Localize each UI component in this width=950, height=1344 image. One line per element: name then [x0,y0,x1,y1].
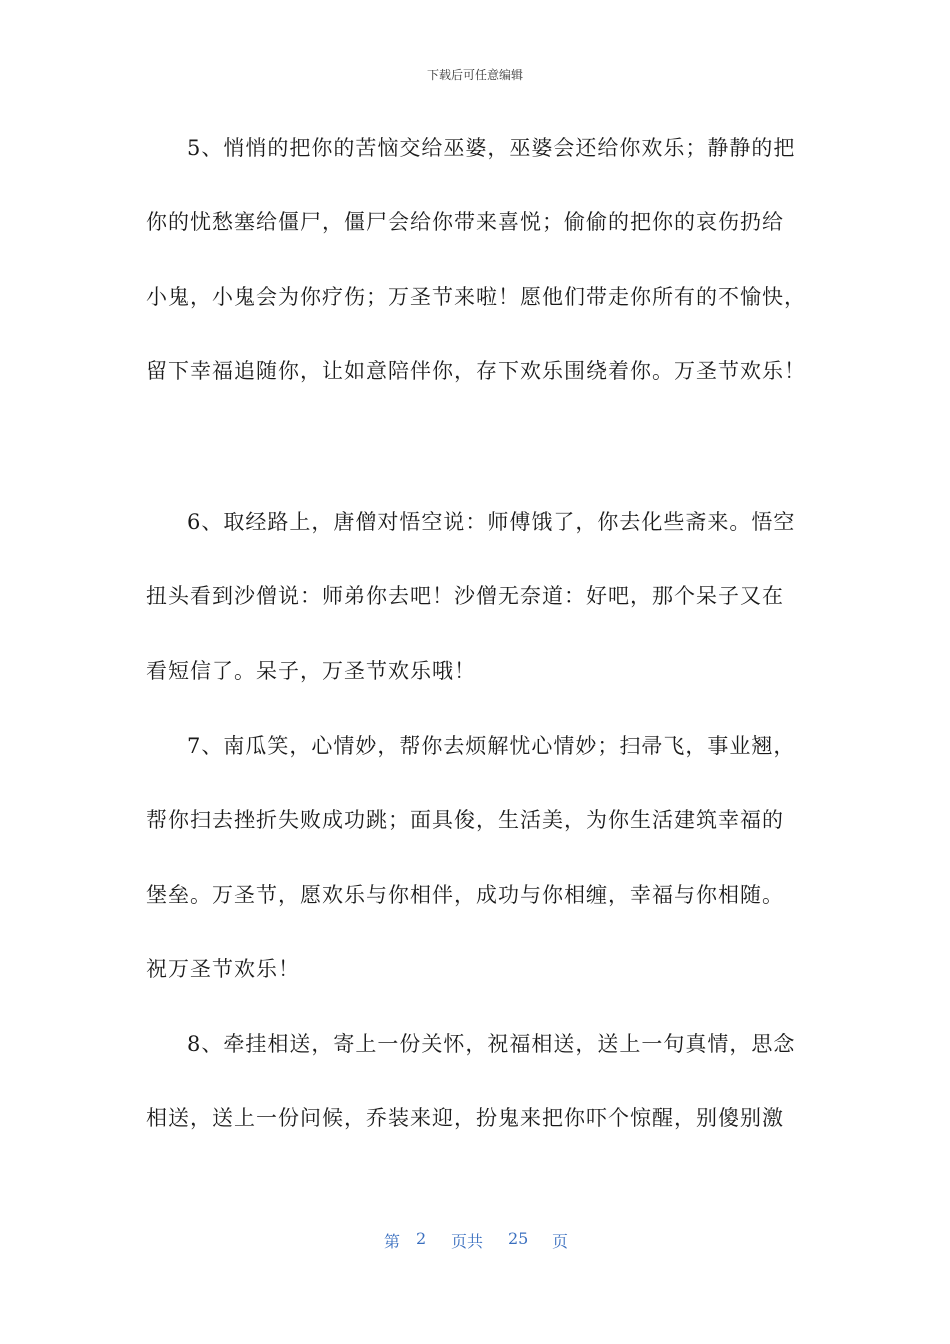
text-line: 8、牵挂相送，寄上一份关怀，祝福相送，送上一句真情，思念 [187,1032,796,1056]
header-note: 下载后可任意编辑 [426,68,523,82]
footer-middle: 页共 [451,1232,484,1251]
text-line: 7、南瓜笑，心情妙，帮你去烦解忧心情妙；扫帚飞，事业翘， [187,734,796,758]
text-line: 5、悄悄的把你的苦恼交给巫婆，巫婆会还给你欢乐；静静的把 [187,136,796,160]
text-line: 帮你扫去挫折失败成功跳；面具俊，生活美，为你生活建筑幸福的 [146,808,784,832]
current-page-number: 2 [416,1229,427,1248]
footer-suffix: 页 [552,1232,569,1251]
text-line: 看短信了。呆子，万圣节欢乐哦！ [146,659,476,683]
footer-prefix: 第 [384,1232,401,1251]
text-line: 小鬼，小鬼会为你疗伤；万圣节来啦！愿他们带走你所有的不愉快， [146,285,806,309]
text-line: 祝万圣节欢乐！ [146,957,300,981]
text-line: 留下幸福追随你，让如意陪伴你，存下欢乐围绕着你。万圣节欢乐！ [146,359,806,383]
total-pages-number: 25 [508,1229,529,1248]
text-line: 相送，送上一份问候，乔装来迎，扮鬼来把你吓个惊醒，别傻别激 [146,1106,784,1130]
text-line: 堡垒。万圣节，愿欢乐与你相伴，成功与你相缠，幸福与你相随。 [146,883,784,907]
text-line: 你的忧愁塞给僵尸，僵尸会给你带来喜悦；偷偷的把你的哀伤扔给 [146,210,784,234]
text-line: 扭头看到沙僧说：师弟你去吧！沙僧无奈道：好吧，那个呆子又在 [146,584,784,608]
text-line: 6、取经路上，唐僧对悟空说：师傅饿了，你去化些斋来。悟空 [187,510,796,534]
